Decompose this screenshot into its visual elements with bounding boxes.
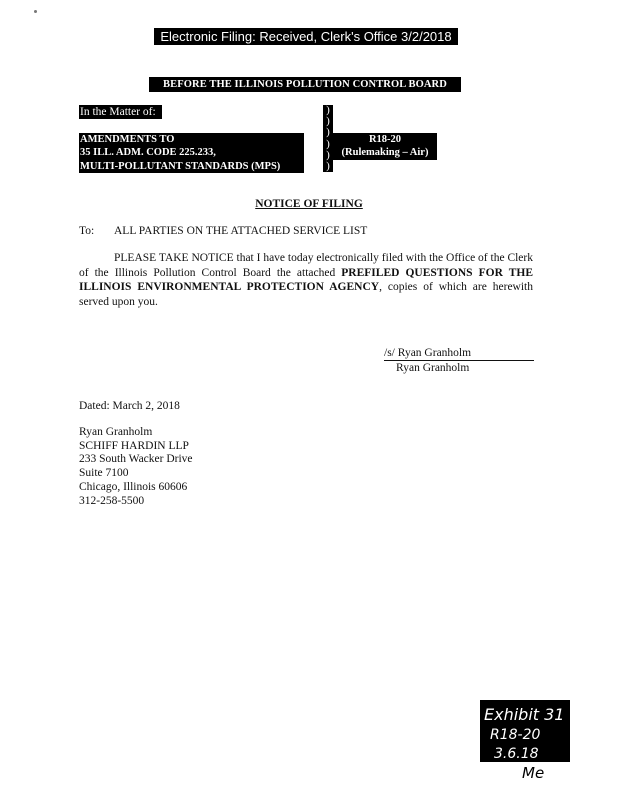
signer-name: Ryan Granholm [396, 362, 470, 374]
caption-parens [323, 105, 333, 172]
caption-line-3: MULTI-POLLUTANT STANDARDS (MPS) [80, 160, 281, 172]
signature-block [384, 346, 534, 375]
to-label: To: [79, 225, 95, 237]
exhibit-initials: Me [522, 764, 545, 782]
docket-number: R18-20 [368, 134, 402, 145]
paren: ) [326, 137, 330, 150]
address-line: 233 South Wacker Drive [79, 453, 193, 466]
paren: ) [326, 126, 330, 139]
notice-intro: PLEASE TAKE NOTICE that I have today electronically filed with the Office of the Clerk of the Illinois Pollution Control Board the attached [79, 252, 533, 279]
address-line: 312-258-5500 [79, 494, 145, 507]
scan-speck [34, 10, 37, 13]
exhibit-docket: R18-20 [490, 727, 541, 743]
filing-banner: Electronic Filing: Received, Clerk's Office 3/2/2018 [154, 28, 458, 45]
notice-end: , copies of which are herewith served upon you. [79, 281, 533, 308]
notice-paragraph [79, 251, 533, 309]
exhibit-stamp [476, 698, 572, 782]
docket-box [333, 133, 437, 160]
address-line: SCHIFF HARDIN LLP [79, 439, 189, 452]
caption-line-1: AMENDMENTS TO [80, 134, 175, 145]
in-matter-label: In the Matter of: [79, 105, 162, 119]
caption-line-2: 35 ILL. ADM. CODE 225.233, [80, 147, 216, 159]
paren: ) [326, 160, 330, 173]
notice-title: NOTICE OF FILING [255, 198, 363, 210]
to-recipients: ALL PARTIES ON THE ATTACHED SERVICE LIST [114, 225, 368, 237]
matter-caption [79, 133, 304, 173]
address-line: Suite 7100 [79, 467, 129, 480]
address-block [79, 426, 193, 508]
signature-line: /s/ Ryan Granholm [384, 346, 534, 361]
exhibit-date: 3.6.18 [494, 746, 539, 762]
exhibit-number: Exhibit 31 [484, 705, 565, 724]
address-line: Ryan Granholm [79, 426, 153, 438]
address-line: Chicago, Illinois 60606 [79, 480, 188, 493]
docket-type: (Rulemaking – Air) [341, 147, 429, 159]
paren: ) [326, 115, 330, 128]
board-title: BEFORE THE ILLINOIS POLLUTION CONTROL BOARD [149, 77, 461, 92]
dated-line: Dated: March 2, 2018 [79, 400, 180, 412]
paren: ) [326, 104, 330, 116]
paren: ) [326, 148, 330, 161]
notice-document-title: PREFILED QUESTIONS FOR THE ILLINOIS ENVIRONMENTAL PROTECTION AGENCY [79, 266, 533, 293]
